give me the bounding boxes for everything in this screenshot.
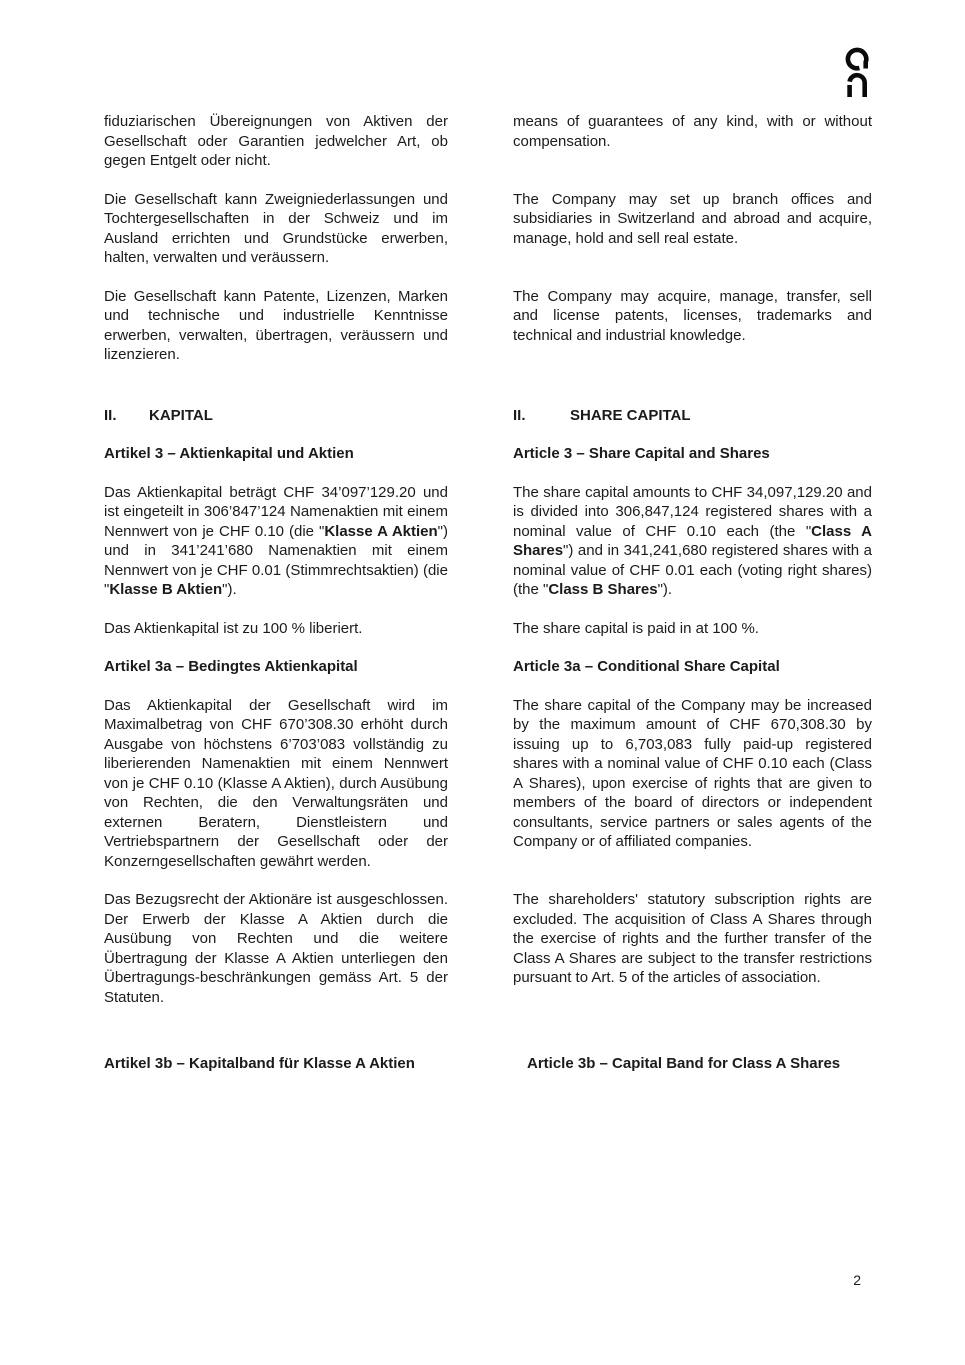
text-part: ") and in 341,241,680 registered shares with a nominal value of CHF 0.01 each (voting right shares) (the " <box>513 542 872 598</box>
text-part: ") und in 341’241’680 Namenaktien mit einem Nennwert von je CHF 0.01 (Stimmrechtsaktien) (die " <box>104 522 448 598</box>
term-class-b-shares: Class B Shares <box>548 581 658 598</box>
on-logo-icon <box>845 47 869 97</box>
article-heading-de: Artikel 3a – Bedingtes Aktienkapital <box>104 658 358 675</box>
row-section-capital <box>104 406 872 426</box>
article-heading-de: Artikel 3b – Kapitalband für Klasse A Aktien <box>104 1055 415 1072</box>
row-article3b-heading <box>104 1054 872 1074</box>
row-fiduciary-paragraph <box>104 112 872 171</box>
row-article3a-paragraph1 <box>104 696 872 872</box>
term-klasse-a-aktien: Klasse A Aktien <box>324 522 438 540</box>
paragraph-de: fiduziarischen Übereignungen von Aktiven der Gesellschaft oder Garantien jedwelcher Art, ob gegen Entgelt oder nicht. <box>104 113 448 169</box>
paragraph-de: Die Gesellschaft kann Patente, Lizenzen, Marken und technische und industrielle Kenntnisse erwerben, verwalten, übertragen, veräussern und lizenzieren. <box>104 287 448 363</box>
section-title-de: KAPITAL <box>149 406 213 424</box>
text-part: "). <box>222 581 237 598</box>
paragraph-de: Das Aktienkapital der Gesellschaft wird im Maximalbetrag von CHF 670’308.30 erhöht durch Ausgabe von höchstens 6’703’083 vollständig zu liberierenden Namenaktien mit einem Nennwert von je CHF 0.10 (Klasse A Aktien), durch Ausübung von Rechten, die den Verwaltungsräten und externen Beratern, Dienstleistern und Vertriebspartnern der Gesellschaft oder der Konzerngesellschaften gewährt werden. <box>104 696 448 870</box>
paragraph-en <box>513 483 872 600</box>
text-part: The share capital amounts to CHF 34,097,129.20 and is divided into 306,847,124 registered shares with a nominal value of CHF 0.10 each (the " <box>513 483 872 540</box>
article-heading-de: Artikel 3 – Aktienkapital und Aktien <box>104 445 354 462</box>
paragraph-en: The Company may acquire, manage, transfer, sell and license patents, licenses, trademarks and technical and industrial knowledge. <box>513 287 872 344</box>
article-heading-en: Article 3 – Share Capital and Shares <box>513 445 770 462</box>
row-article3a-heading <box>104 657 872 677</box>
paragraph-en: The share capital of the Company may be increased by the maximum amount of CHF 670,308.30 by issuing up to 6,703,083 fully paid-up registered shares with a nominal value of CHF 0.10 each (Class A Shares), upon exercise of rights that are given to members of the board of directors or independent consultants, service partners or sales agents of the Company or of affiliated companies. <box>513 696 872 850</box>
text-part: Das Aktienkapital beträgt CHF 34’097’129.20 und ist eingeteilt in 306’847’124 Namenaktien mit einem Nennwert von je CHF 0.10 (die " <box>104 483 448 540</box>
paragraph-en: means of guarantees of any kind, with or without compensation. <box>513 113 872 150</box>
paragraph-de: Die Gesellschaft kann Zweigniederlassungen und Tochtergesellschaften in der Schweiz und im Ausland errichten und Grundstücke erwerben, halten, verwalten und veräussern. <box>104 190 448 266</box>
page-number: 2 <box>853 1272 861 1288</box>
two-column-content <box>104 112 872 1074</box>
row-article3-heading <box>104 444 872 464</box>
term-klasse-b-aktien: Klasse B Aktien <box>109 581 223 598</box>
on-logo <box>845 47 869 97</box>
paragraph-en: The share capital is paid in at 100 %. <box>513 619 759 637</box>
article-heading-en: Article 3a – Conditional Share Capital <box>513 658 780 675</box>
row-article3a-paragraph2 <box>104 890 872 1007</box>
row-patents-paragraph <box>104 287 872 365</box>
paragraph-de: Das Bezugsrecht der Aktionäre ist ausgeschlossen. Der Erwerb der Klasse A Aktien durch die Ausübung von Rechten und die weitere Übertragung der Klasse A Aktien unterliegen den Übertragungs-beschränkungen gemäss Art. 5 der Statuten. <box>104 891 448 1006</box>
paragraph-en: The Company may set up branch offices and subsidiaries in Switzerland and abroad and acquire, manage, hold and sell real estate. <box>513 190 872 247</box>
row-branch-offices-paragraph <box>104 190 872 268</box>
row-paid-in-paragraph <box>104 619 872 639</box>
article-heading-en: Article 3b – Capital Band for Class A Shares <box>527 1055 841 1072</box>
paragraph-en: The shareholders' statutory subscription rights are excluded. The acquisition of Class A Shares through the exercise of rights and the further transfer of the Class A Shares are subject to the transfer restrictions pursuant to Art. 5 of the articles of association. <box>513 891 872 986</box>
section-heading-en <box>513 406 872 426</box>
term-class-a-shares: Class A Shares <box>513 522 872 559</box>
row-article3-paragraph <box>104 483 872 600</box>
section-number-de: II. <box>104 406 117 424</box>
section-title-en: SHARE CAPITAL <box>570 406 691 424</box>
paragraph-de <box>104 483 448 600</box>
section-number-en: II. <box>513 406 526 424</box>
paragraph-de: Das Aktienkapital ist zu 100 % liberiert. <box>104 619 363 637</box>
section-heading-de <box>104 406 448 426</box>
text-part: "). <box>657 581 673 598</box>
